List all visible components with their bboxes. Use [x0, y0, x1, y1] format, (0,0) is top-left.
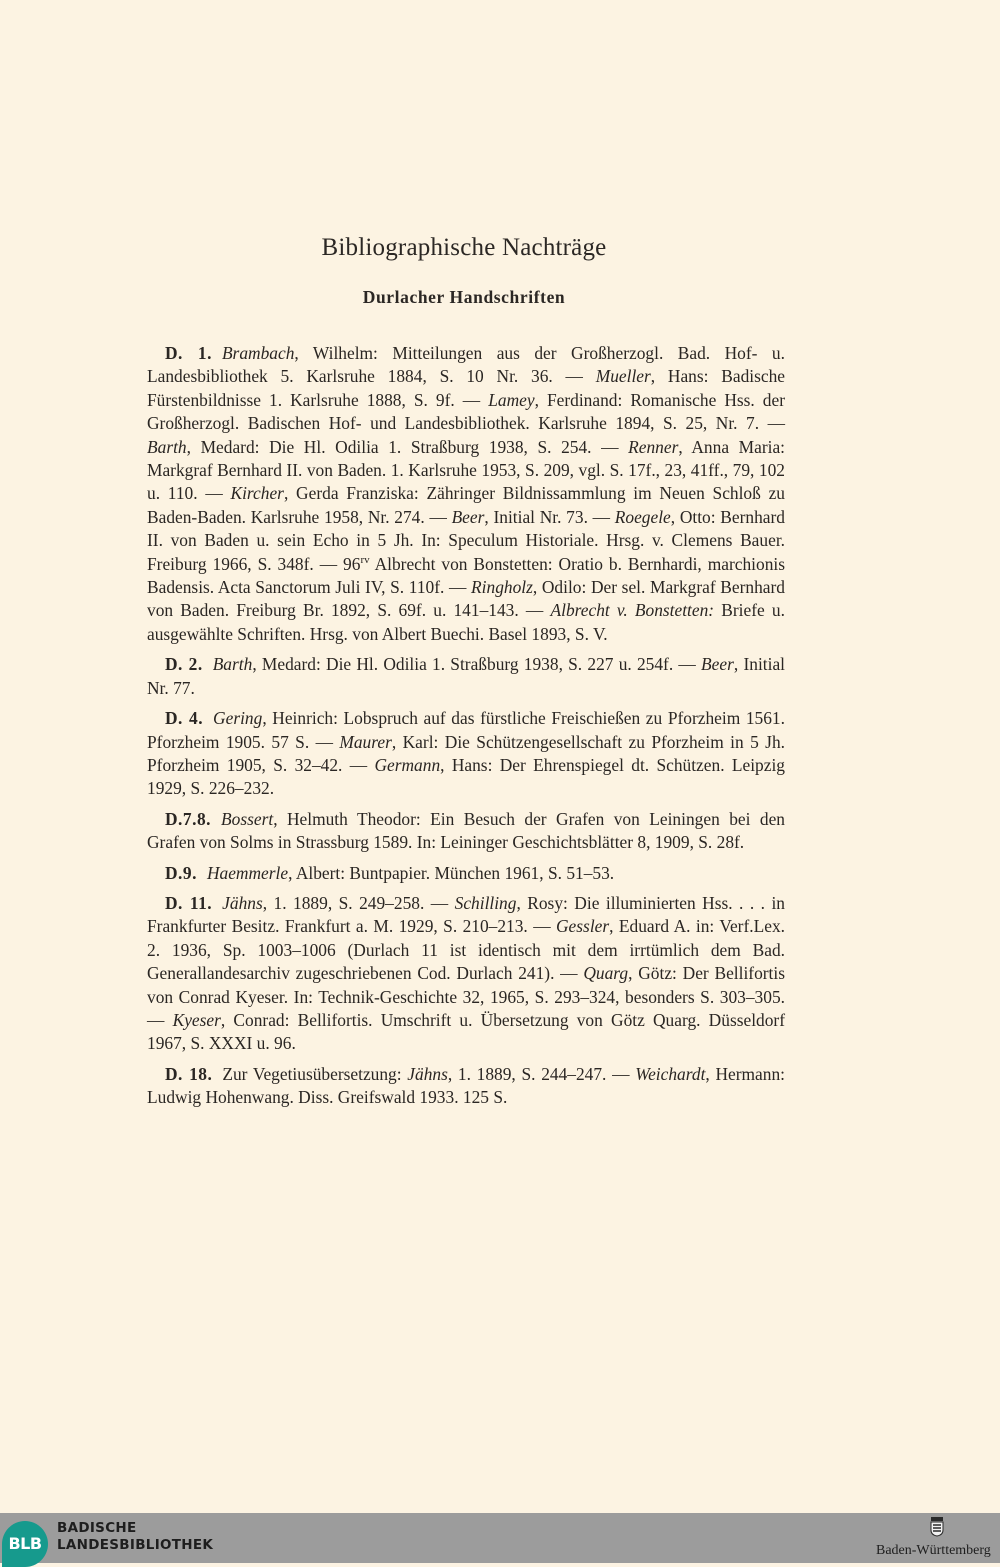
citation-text: Albrecht von Bonstetten: Oratio b. Bernhardi, marchionis Badensis. Acta Sanctorum Juli IV, S. 110f. — — [147, 553, 785, 598]
entry-signature: D.7.8. — [165, 808, 211, 829]
author-name: Gessler — [556, 916, 610, 937]
author-name: Kyeser — [172, 1009, 221, 1030]
bibliography-entries — [147, 342, 785, 1117]
citation-text: , Karl: Die Schützengesellschaft zu Pforzheim in 5 Jh. Pforzheim 1905, S. 32–42. — — [147, 731, 785, 775]
author-name: Haemmerle — [206, 862, 289, 883]
citation-text: , Hermann: Ludwig Hohenwang. Diss. Greifswald 1933. 125 S. — [147, 1063, 785, 1108]
state-name[interactable]: Baden-Württemberg — [876, 1543, 991, 1558]
citation-text: , Otto: Bernhard II. von Baden u. sein Echo in 5 Jh. In: Speculum Historiale. Hrsg. v. Clemens Bauer. Freiburg 1966, S. 348f. — 96 — [147, 506, 786, 574]
footer-bar — [0, 1513, 1000, 1563]
author-name: Gering — [213, 708, 263, 729]
citation-text: , Odilo: Der sel. Markgraf Bernhard von Baden. Freiburg Br. 1892, S. 69f. u. 141–143. — — [147, 577, 785, 621]
author-name: Weichardt — [635, 1063, 706, 1084]
author-name: Albrecht v. Bonstetten: — [550, 600, 715, 621]
citation-text: , Wilhelm: Mitteilungen aus der Großherzogl. Bad. Hof- u. Landesbibliothek 5. Karlsruhe 1884, S. 10 Nr. 36. — — [147, 343, 785, 387]
section-subtitle: Durlacher Handschriften — [362, 287, 566, 307]
author-name: Quarg — [583, 963, 629, 984]
bibliography-entry — [147, 892, 785, 1056]
page-title: Bibliographische Nachträge — [321, 234, 607, 261]
citation-text: Briefe u. ausgewählte Schriften. Hrsg. von Albert Buechi. Basel 1893, S. V. — [147, 600, 785, 644]
citation-text: , Anna Maria: Markgraf Bernhard II. von Baden. 1. Karlsruhe 1953, S. 209, vgl. S. 17f., 23, 41ff., 79, 102 u. 110. — — [147, 436, 785, 504]
citation-text: , Initial Nr. 73. — — [484, 506, 615, 527]
entry-signature: D. 1. — [165, 343, 212, 363]
entry-signature: D. 11. — [165, 892, 213, 913]
entry-signature: D. 4. — [165, 708, 204, 729]
author-name: Bossert — [221, 808, 274, 829]
library-name[interactable] — [57, 1520, 213, 1554]
library-name-line1: BADISCHE — [57, 1520, 137, 1536]
citation-text: , Ferdinand: Romanische Hss. der Großherzogl. Badischen Hof- und Landesbibliothek. Karlsruhe 1894, S. 25, Nr. 7. — — [147, 389, 785, 434]
blb-logo[interactable]: BLB — [2, 1521, 48, 1567]
author-name: Schilling — [454, 892, 517, 913]
author-name: Brambach — [221, 343, 295, 363]
citation-text: , Initial Nr. 77. — [147, 654, 785, 698]
bibliography-entry — [147, 342, 785, 646]
author-name: Beer — [451, 506, 485, 527]
citation-text: , Medard: Die Hl. Odilia 1. Straßburg 1938, S. 254. — — [186, 436, 629, 457]
author-name: Maurer — [339, 731, 392, 752]
bibliography-entry — [147, 653, 785, 700]
citation-text: , 1. 1889, S. 244–247. — — [447, 1063, 636, 1084]
author-name: Jähns — [407, 1063, 448, 1084]
citation-text: , Hans: Badische Fürstenbildnisse 1. Karlsruhe 1888, S. 9f. — — [147, 366, 785, 410]
author-name: Jähns — [222, 892, 263, 913]
bibliography-entry — [147, 1063, 785, 1110]
citation-text: , Helmuth Theodor: Ein Besuch der Grafen von Leiningen bei den Grafen von Solms in Strassburg 1589. In: Leininger Geschichtsblätter 8, 1909, S. 28f. — [147, 808, 785, 853]
library-name-line2: LANDESBIBLIOTHEK — [57, 1537, 214, 1553]
entry-signature: D. 18. — [165, 1063, 213, 1084]
author-name: Ringholz — [471, 577, 533, 598]
entry-signature: D. 2. — [165, 654, 203, 675]
citation-text: , Rosy: Die illuminierten Hss. . . . in Frankfurter Besitz. Frankfurt a. M. 1929, S. 210–213. — — [147, 892, 785, 937]
author-name: Germann — [374, 754, 441, 775]
author-name: Roegele — [614, 506, 671, 527]
bibliography-entry — [147, 808, 785, 855]
bibliography-entry — [147, 707, 785, 801]
citation-text: , Hans: Der Ehrenspiegel dt. Schützen. Leipzig 1929, S. 226–232. — [147, 754, 785, 799]
author-name: Mueller — [595, 366, 651, 387]
coat-of-arms-icon — [928, 1515, 946, 1537]
author-name: Kircher — [230, 483, 284, 504]
citation-text: , Conrad: Bellifortis. Umschrift u. Übersetzung von Götz Quarg. Düsseldorf 1967, S. XXXI u. 96. — [147, 1009, 785, 1054]
citation-text: , Götz: Der Bellifortis von Conrad Kyeser. In: Technik-Geschichte 32, 1965, S. 293–324, besonders S. 303–305. — — [147, 963, 785, 1030]
bibliography-entry — [147, 862, 785, 885]
citation-text: , Eduard A. in: Verf.Lex. 2. 1936, Sp. 1003–1006 (Durlach 11 ist identisch mit dem irrtümlich dem Bad. Generallandesarchiv zugeschriebenen Cod. Durlach 241). — — [147, 916, 785, 984]
author-name: Beer — [701, 654, 734, 675]
entry-signature: D.9. — [165, 862, 197, 883]
author-name: Lamey — [488, 389, 535, 410]
folio-superscript: rv — [360, 553, 370, 566]
citation-text: , 1. 1889, S. 249–258. — — [262, 892, 455, 913]
author-name: Barth — [212, 654, 253, 675]
citation-text: , Albert: Buntpapier. München 1961, S. 51–53. — [288, 862, 615, 883]
citation-text: , Medard: Die Hl. Odilia 1. Straßburg 1938, S. 227 u. 254f. — — [252, 654, 702, 675]
author-name: Barth — [147, 436, 187, 457]
citation-text: Zur Vegetiusübersetzung: — [222, 1063, 408, 1084]
author-name: Renner — [628, 436, 679, 457]
citation-text: , Gerda Franziska: Zähringer Bildnissammlung im Neuen Schloß zu Baden-Baden. Karlsruhe 1958, Nr. 274. — — [147, 483, 785, 527]
citation-text: , Heinrich: Lobspruch auf das fürstliche Freischießen zu Pforzheim 1561. Pforzheim 1905. 57 S. — — [147, 708, 785, 752]
